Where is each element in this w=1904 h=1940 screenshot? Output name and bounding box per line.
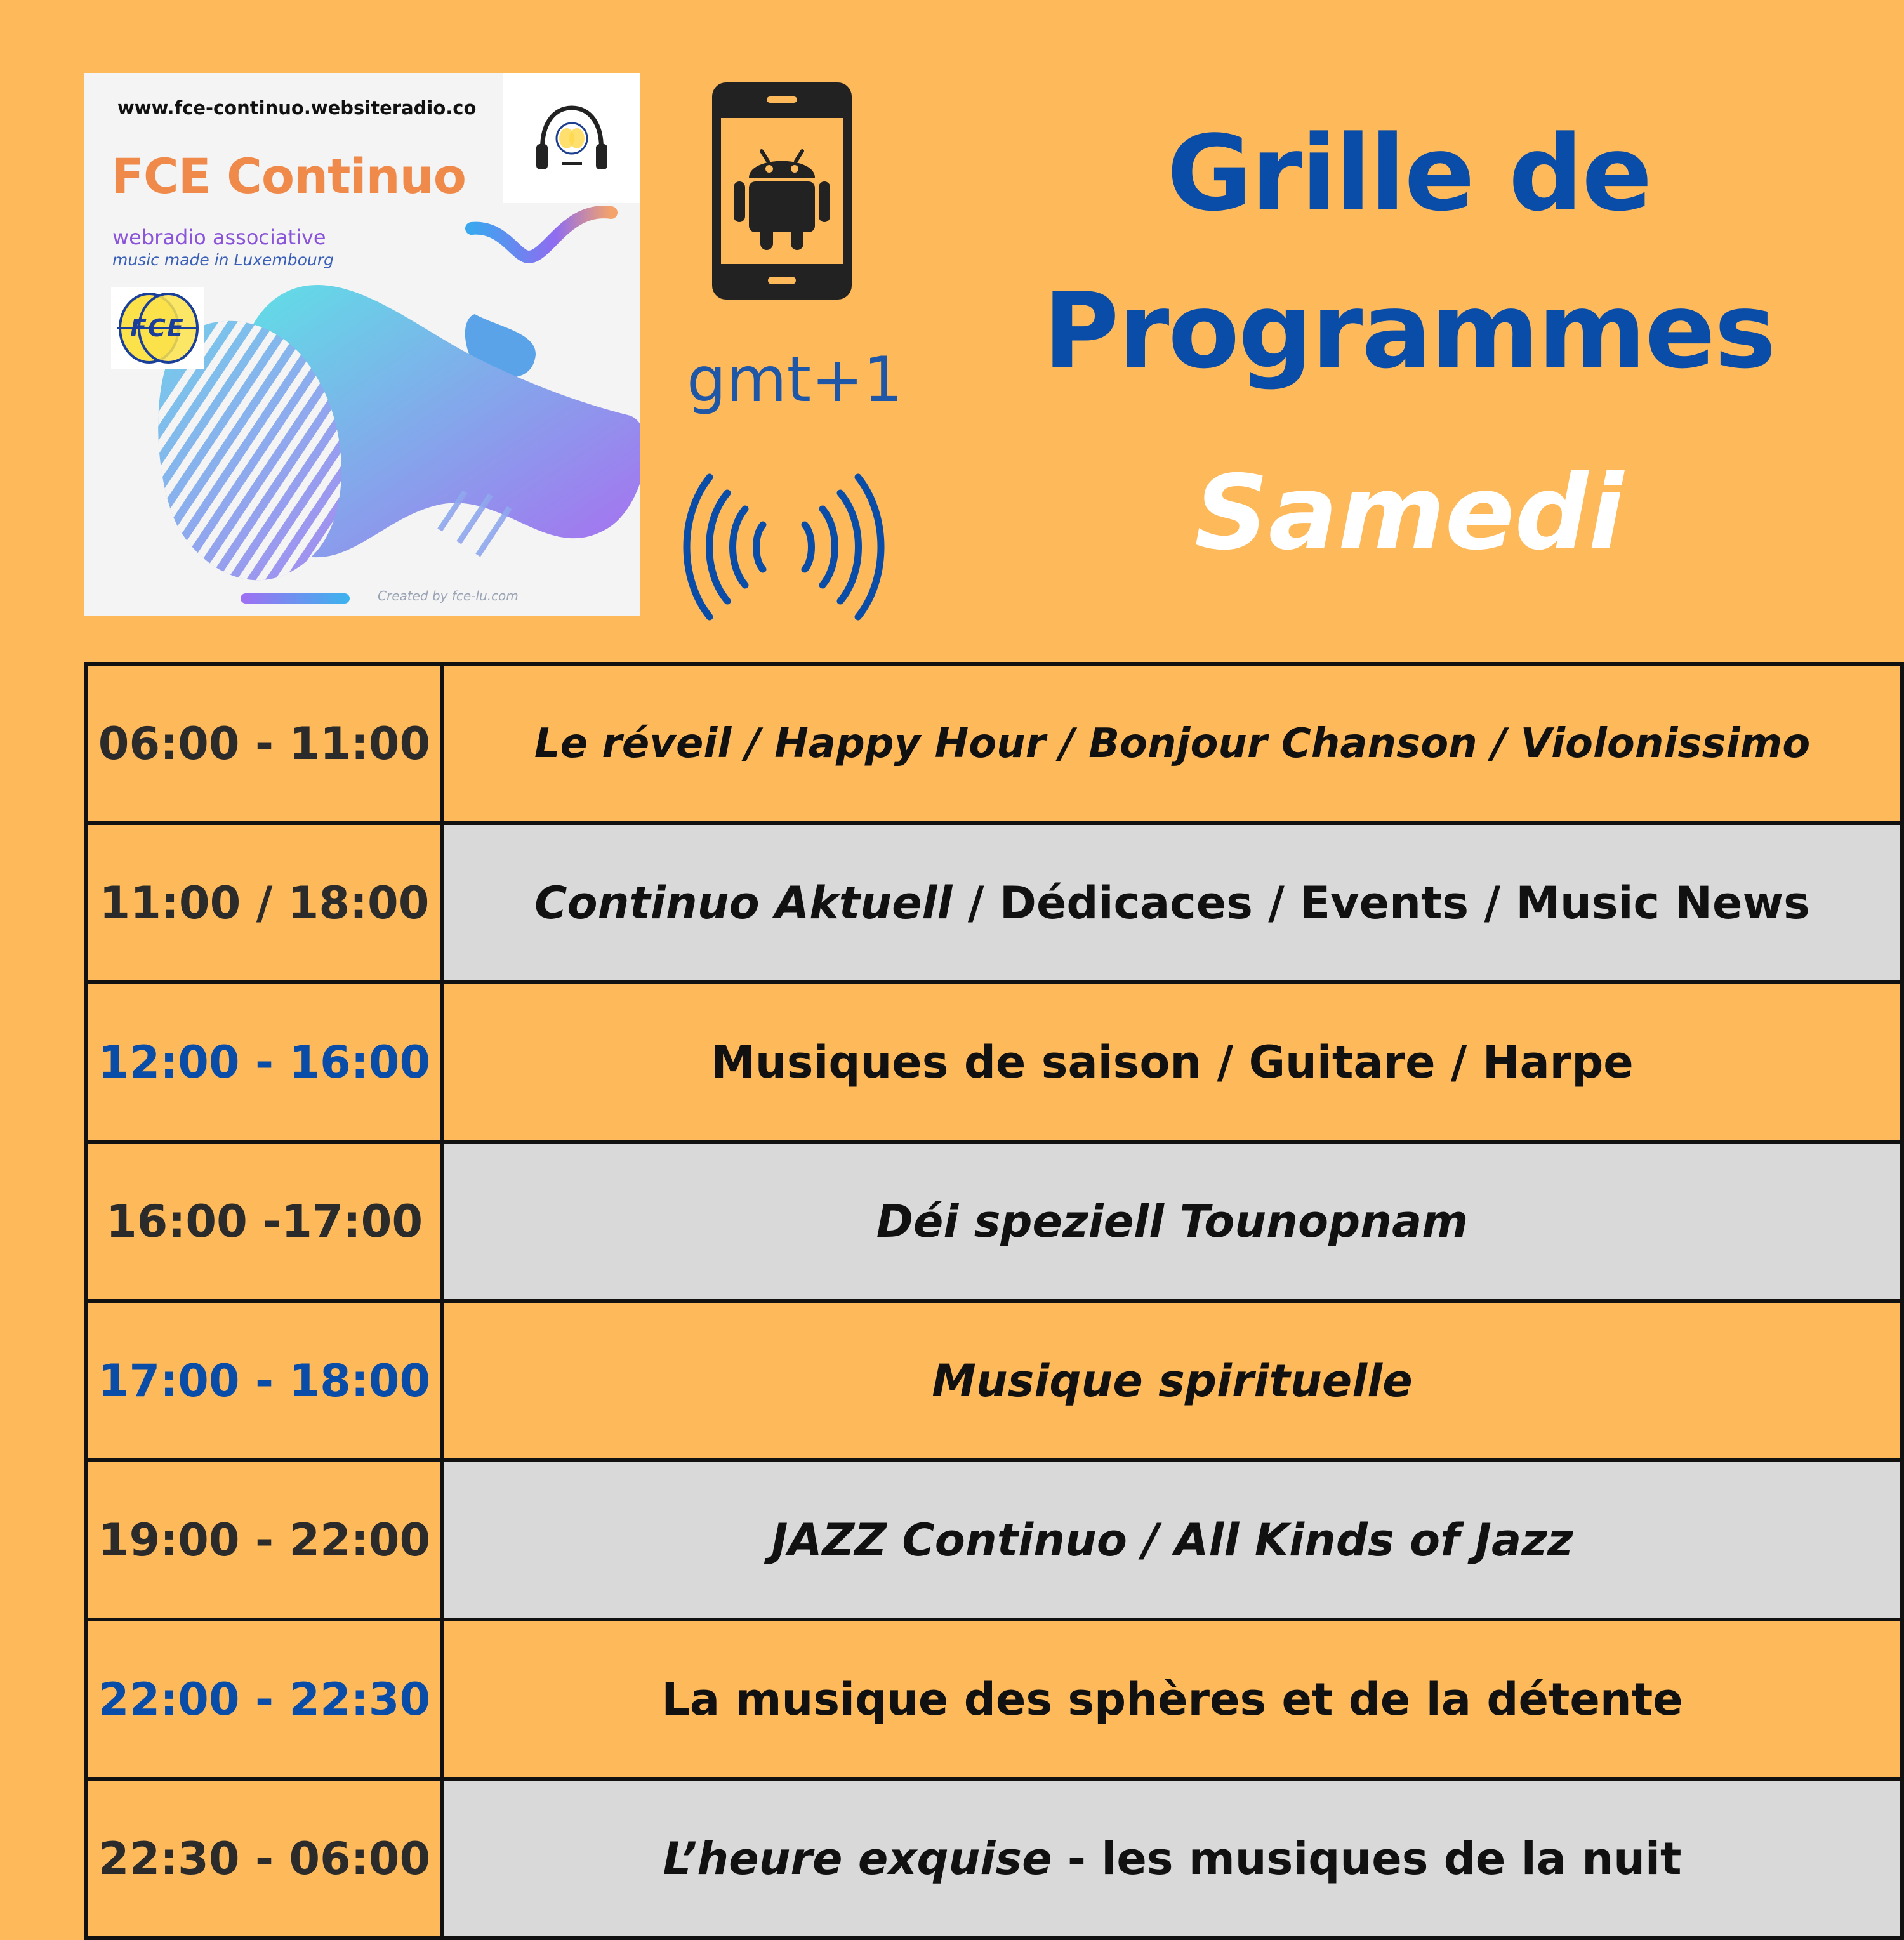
headphones-logo — [503, 73, 640, 203]
broadcast-signal-icon — [679, 471, 889, 623]
schedule-row — [88, 1781, 1904, 1940]
time-slot: 19:00 - 22:00 — [88, 1462, 444, 1618]
headphones-icon — [503, 73, 640, 203]
timezone-label: gmt+1 — [687, 344, 903, 416]
program-name: Musiques de saison / Guitare / Harpe — [444, 984, 1904, 1140]
station-url: www.fce-continuo.websiteradio.co — [117, 97, 477, 119]
schedule-row — [88, 1303, 1904, 1462]
station-subtagline: music made in Luxembourg — [112, 251, 334, 269]
time-slot: 22:30 - 06:00 — [88, 1781, 444, 1936]
program-name-italic: L’heure exquise — [663, 1832, 1052, 1885]
time-slot: 17:00 - 18:00 — [88, 1303, 444, 1458]
schedule-row — [88, 1462, 1904, 1621]
program-name: Déi speziell Tounopnam — [444, 1144, 1904, 1299]
program-name — [444, 1781, 1904, 1936]
time-slot: 22:00 - 22:30 — [88, 1621, 444, 1777]
program-name-rest: / Dédicaces / Events / Music News — [952, 876, 1810, 929]
time-slot: 16:00 -17:00 — [88, 1144, 444, 1299]
station-name: FCE Continuo — [111, 148, 466, 204]
program-name-italic: Continuo Aktuell — [534, 876, 953, 929]
fce-badge-text: FCE — [130, 314, 185, 342]
station-tagline: webradio associative — [112, 225, 326, 249]
time-slot: 11:00 / 18:00 — [88, 825, 444, 980]
logo-credit: Created by fce-lu.com — [378, 588, 519, 604]
program-name — [444, 825, 1904, 980]
program-name: JAZZ Continuo / All Kinds of Jazz — [444, 1462, 1904, 1618]
schedule-table — [84, 662, 1904, 1940]
schedule-row — [88, 666, 1904, 825]
program-name: La musique des sphères et de la détente — [444, 1621, 1904, 1777]
title-line-2: Programmes — [1043, 270, 1775, 392]
schedule-row — [88, 1621, 1904, 1781]
schedule-row — [88, 1144, 1904, 1303]
station-logo — [84, 73, 640, 616]
program-name: Musique spirituelle — [444, 1303, 1904, 1458]
time-slot: 06:00 - 11:00 — [88, 666, 444, 821]
schedule-row — [88, 825, 1904, 984]
program-name: Le réveil / Happy Hour / Bonjour Chanson / Violonissimo — [444, 666, 1904, 821]
android-phone-icon — [712, 82, 852, 300]
schedule-row — [88, 984, 1904, 1144]
program-name-rest: - les musiques de la nuit — [1052, 1832, 1682, 1885]
fce-badge — [111, 287, 204, 369]
time-slot: 12:00 - 16:00 — [88, 984, 444, 1140]
title-line-1: Grille de — [1167, 113, 1651, 234]
page-title — [1028, 95, 1790, 410]
day-label: Samedi — [1194, 454, 1624, 573]
